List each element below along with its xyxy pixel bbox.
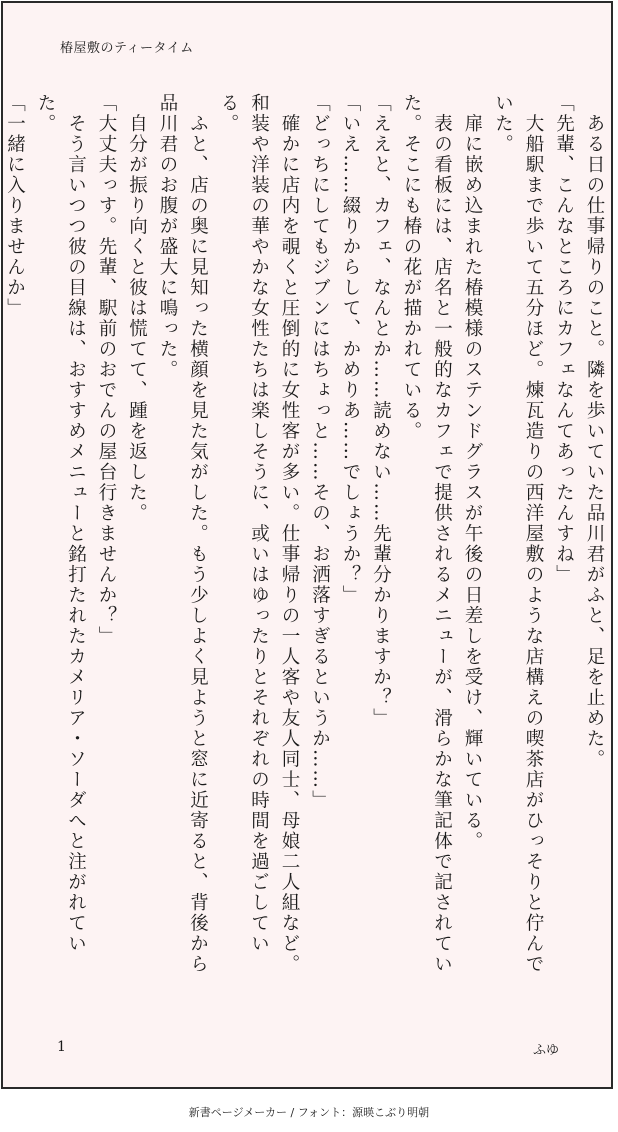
author-name: ふゆ <box>532 1043 559 1058</box>
book-page <box>1 1 613 1089</box>
paragraph-9: 確かに店内を覗くと圧倒的に女性客が多い。仕事帰りの一人客や友人同士、母娘二人組など。和装や洋装の華やかな女性たちは楽しそうに、或いはゆったりとそれぞれの時間を過ごしている。 <box>218 93 300 975</box>
paragraph-2: 「先輩、こんなところにカフェなんてあったんすね」 <box>553 93 575 585</box>
paragraph-11: 自分が振り向くと彼は慌てて、踵を返した。 <box>126 93 148 524</box>
generator-credit: 新書ページメーカー / フォント：源暎こぶり明朝 <box>188 1106 430 1119</box>
paragraph-7: 「いえ……綴りからして、かめりあ……でしょうか？」 <box>340 93 361 606</box>
paragraph-4: 扉に嵌め込まれた椿模様のステンドグラスが午後の日差しを受け、輝いている。 <box>462 93 483 852</box>
paragraph-10: ふと、店の奥に見知った横顔を見た気がした。もう少しよく見ようと窓に近寄ると、背後から品川君のお腹が盛大に鳴った。 <box>157 93 209 975</box>
paragraph-13: そう言いつつ彼の目線は、おすすめメニューと銘打たれたカメリア・ソーダへと注がれていた。 <box>35 93 87 954</box>
paragraph-3: 大船駅まで歩いて五分ほど。煉瓦造りの西洋屋敷のような店構えの喫茶店がひっそりと佇んでいた。 <box>492 93 544 975</box>
running-header-title: 椿屋敷のティータイム <box>60 41 194 56</box>
paragraph-8: 「どっちにしてもジブンにはちょっと……その、お洒落すぎるというか……」 <box>309 93 331 811</box>
paragraph-1: ある日の仕事帰りのこと。隣を歩いていた品川君がふと、足を止めた。 <box>584 93 605 770</box>
page-number: 1 <box>57 1039 66 1055</box>
vertical-body-text <box>4 93 609 993</box>
paragraph-12: 「大丈夫っす。先輩、駅前のおでんの屋台行きませんか？」 <box>96 93 117 647</box>
paragraph-5: 表の看板には、店名と一般的なカフェで提供されるメニューが、滑らかな筆記体で記されていた。そこにも椿の花が描かれている。 <box>401 93 453 975</box>
paragraph-14: 「一緒に入りませんか」 <box>4 93 26 319</box>
paragraph-6: 「ええと、カフェ、なんとか……読めない……先輩分かりますか？」 <box>370 93 392 729</box>
